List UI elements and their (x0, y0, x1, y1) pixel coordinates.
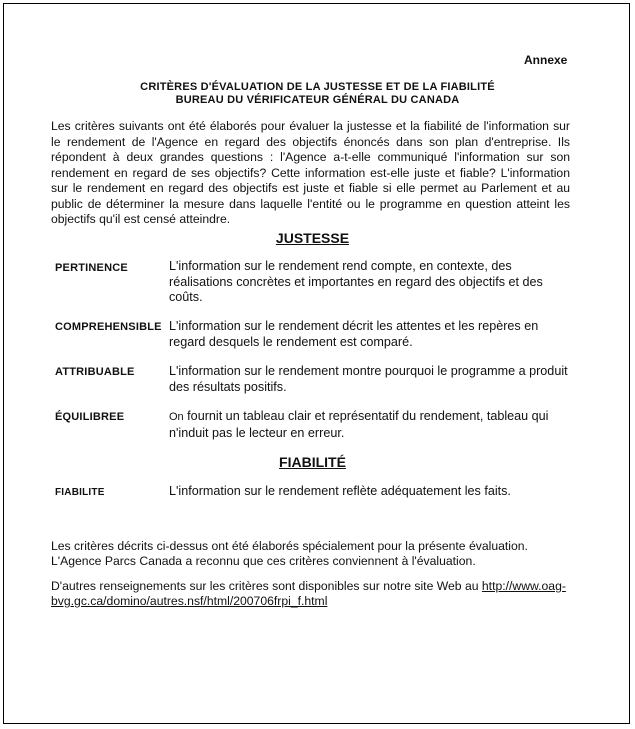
section-heading-fiabilite: FIABILITÉ (279, 454, 346, 470)
footer-note-2: L'Agence Parcs Canada a reconnu que ces critères conviennent à l'évaluation. (51, 554, 476, 568)
definition-prefix: On (169, 411, 184, 423)
criterion-term: COMPREHENSIBLE (55, 321, 162, 333)
document-subtitle: BUREAU DU VÉRIFICATEUR GÉNÉRAL DU CANADA (175, 94, 460, 106)
criterion-term: ATTRIBUABLE (55, 366, 135, 378)
definition-text: fournit un tableau clair et représentatif du rendement, tableau qui n'induit pas le lecteur en erreur. (169, 409, 549, 440)
more-info-text: D'autres renseignements sur les critères sont disponibles sur notre site Web au (51, 579, 482, 593)
criterion-term: FIABILITE (55, 487, 105, 498)
criterion-definition: L'information sur le rendement décrit les attentes et les repères en regard desquels le rendement est comparé. (169, 319, 539, 349)
criterion-definition (169, 409, 569, 441)
footer-more-info (51, 579, 571, 609)
annexe-label: Annexe (524, 53, 568, 67)
footer-note-1: Les critères décrits ci-dessus ont été élaborés spécialement pour la présente évaluation. (51, 539, 528, 553)
document-title: CRITÈRES D'ÉVALUATION DE LA JUSTESSE ET DE LA FIABILITÉ (140, 81, 495, 93)
intro-paragraph: Les critères suivants ont été élaborés pour évaluer la justesse et la fiabilité de l'information sur le rendement de l'Agence en regard des objectifs énoncés dans son plan d'entreprise. Ils répondent à deux grandes questions : l'Agence a-t-elle communiqué l'information sur son rendement en regard de ses objectifs? Cette information est-elle juste et fiable? L'information sur le rendement en regard des objectifs est juste et fiable si elle permet au Parlement et au public de déterminer la mesure dans laquelle l'entité ou le programme en question atteint les objectifs qu'il est censé atteindre. (51, 119, 570, 226)
criterion-definition: L'information sur le rendement montre pourquoi le programme a produit des résultats positifs. (169, 364, 568, 394)
criterion-definition: L'information sur le rendement rend compte, en contexte, des réalisations concrètes et importantes en regard des objectifs et des coûts. (169, 259, 543, 304)
website-link[interactable]: http://www.oag-bvg.gc.ca/domino/autres.nsf/html/200706frpi_f.html (51, 579, 566, 608)
section-heading-justesse: JUSTESSE (275, 230, 350, 246)
criterion-definition: L'information sur le rendement reflète adéquatement les faits. (169, 484, 511, 498)
criterion-term: ÉQUILIBREE (55, 411, 125, 423)
criterion-term: PERTINENCE (55, 262, 128, 274)
